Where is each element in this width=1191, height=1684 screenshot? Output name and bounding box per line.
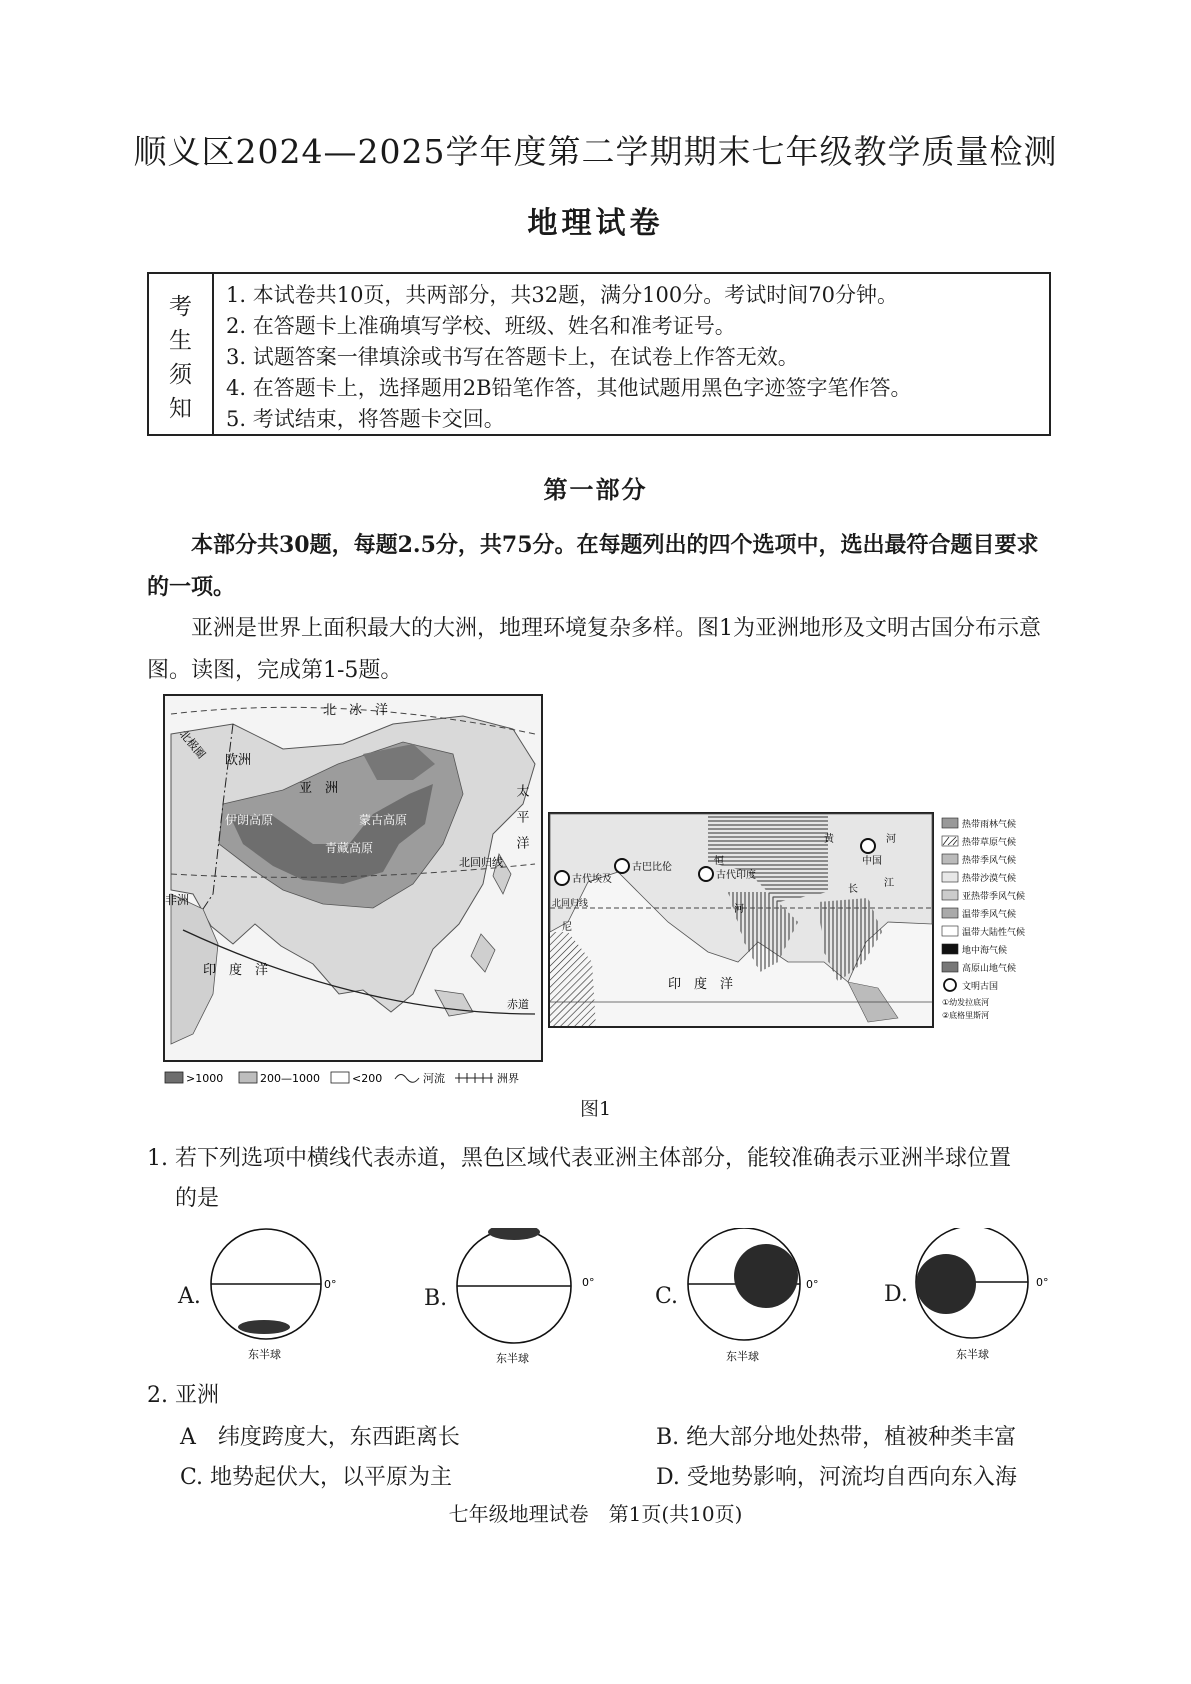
legend-label: 亚热带季风气候 [962, 892, 1026, 902]
zero-degree-label: 0° [806, 1278, 819, 1291]
legend-swatch-high [165, 1072, 183, 1083]
legend-label: 温带大陆性气候 [962, 928, 1026, 938]
q1-option-a-letter[interactable]: A. [178, 1284, 201, 1309]
notice-item: 5. 考试结束，将答题卡交回。 [226, 407, 505, 431]
label-africa: 非洲 [165, 893, 190, 907]
river-icon [395, 1075, 419, 1083]
figure-caption: 图1 [579, 1098, 612, 1120]
legend-label: 热带沙漠气候 [962, 874, 1017, 884]
civilization-marker [861, 839, 875, 853]
q1-option-b-globe[interactable] [452, 1228, 602, 1368]
hemisphere-label: 东半球 [248, 1348, 281, 1361]
legend-label: ②底格里斯河 [942, 1011, 990, 1020]
legend-label: 文明古国 [962, 982, 999, 992]
label-pacific: 太 平 洋 [513, 784, 529, 849]
label-river: 恒 [714, 856, 724, 867]
q2-option-a[interactable]: A 纬度跨度大，东西距离长 [180, 1425, 460, 1450]
legend-swatch [942, 908, 958, 918]
label-river: 尼 [562, 922, 572, 933]
legend-label: >1000 [186, 1072, 224, 1085]
label-egypt: 古代埃及 [572, 874, 612, 885]
civilization-marker-icon [944, 979, 956, 991]
boundary-icon [455, 1073, 493, 1083]
label-arctic-ocean: 北 冰 洋 [323, 703, 389, 718]
q1-option-c-letter[interactable]: C. [655, 1284, 679, 1309]
legend-label: 洲界 [497, 1072, 519, 1085]
label-europe: 欧洲 [225, 753, 252, 768]
question-intro: 亚洲是世界上面积最大的大洲，地理环境复杂多样。图1为亚洲地形及文明古国分布示意图。读图，完成第1-5题。 [147, 616, 1041, 683]
question-1 [147, 1139, 1052, 1219]
asia-region [734, 1244, 798, 1308]
legend-label: <200 [352, 1072, 383, 1085]
label-ancient-india: 古代印度 [716, 870, 756, 881]
legend-swatch [942, 926, 958, 936]
part-instruction: 本部分共30题，每题2.5分，共75分。在每题列出的四个选项中，选出最符合题目要求的一项。 [147, 532, 1039, 600]
legend-label: 200—1000 [260, 1072, 320, 1085]
legend-label: 热带季风气候 [962, 856, 1017, 866]
q1-option-d-globe[interactable] [914, 1228, 1064, 1368]
q2-option-d[interactable]: D. 受地势影响，河流均自西向东入海 [656, 1465, 1017, 1490]
label-arctic-circle: 北极圈 [176, 727, 208, 762]
zero-degree-label: 0° [1036, 1276, 1049, 1289]
legend-label: 热带草原气候 [962, 838, 1017, 848]
question-1-stem-cont: 的是 [175, 1186, 220, 1211]
question-2-stem: 2. 亚洲 [147, 1383, 219, 1408]
q1-option-b-letter[interactable]: B. [424, 1286, 448, 1311]
hemisphere-label: 东半球 [726, 1350, 759, 1363]
q1-option-c-globe[interactable] [684, 1228, 834, 1368]
notice-label-char: 考 [169, 294, 192, 320]
subject-title: 地理试卷 [527, 206, 664, 241]
hemisphere-label: 东半球 [956, 1348, 989, 1361]
label-river: 河 [734, 904, 744, 915]
notice-item: 4. 在答题卡上，选择题用2B铅笔作答，其他试题用黑色字迹签字笔作答。 [226, 376, 912, 400]
part-title: 第一部分 [543, 475, 648, 504]
label-tropic: 北回归线 [552, 899, 589, 909]
zero-degree-label: 0° [324, 1278, 337, 1291]
question-2 [147, 1376, 1052, 1416]
notice-item: 1. 本试卷共10页，共两部分，共32题，满分100分。考试时间70分钟。 [226, 283, 898, 307]
notice-label-char: 知 [169, 396, 192, 422]
climate-legend [940, 816, 1060, 1026]
exam-title: 顺义区2024—2025学年度第二学期期末七年级教学质量检测 [133, 132, 1058, 171]
terrain-legend [165, 1071, 519, 1085]
label-iran-plateau: 伊朗高原 [225, 813, 274, 827]
legend-swatch [942, 962, 958, 972]
legend-swatch-low [331, 1072, 349, 1083]
civilization-marker [615, 859, 629, 873]
hemisphere-label: 东半球 [496, 1352, 529, 1365]
legend-label: 温带季风气候 [962, 910, 1017, 920]
zero-degree-label: 0° [582, 1276, 595, 1289]
label-river: 河 [886, 834, 896, 845]
label-tibet-plateau: 青藏高原 [325, 841, 374, 855]
legend-label: 地中海气候 [962, 946, 1008, 956]
civilization-climate-map [548, 812, 934, 1028]
q2-option-b[interactable]: B. 绝大部分地处热带，植被种类丰富 [656, 1425, 1017, 1450]
civilization-marker [699, 867, 713, 881]
label-tropic: 北回归线 [459, 856, 503, 869]
notice-item: 3. 试题答案一律填涂或书写在答题卡上，在试卷上作答无效。 [226, 345, 799, 369]
label-indian-ocean: 印 度 洋 [668, 977, 734, 992]
page-footer: 七年级地理试卷 第1页(共10页) [448, 1502, 743, 1526]
notice-label [149, 274, 214, 434]
notice-label-char: 生 [169, 328, 192, 354]
asia-terrain-map [163, 694, 543, 1090]
label-babylon: 古巴比伦 [632, 862, 672, 873]
question-1-stem: 1. 若下列选项中横线代表赤道，黑色区域代表亚洲主体部分，能较准确表示亚洲半球位置 [147, 1146, 1011, 1171]
q1-option-a-globe[interactable] [206, 1228, 356, 1368]
label-indian-ocean: 印 度 洋 [203, 963, 269, 978]
legend-label: ①幼发拉底河 [942, 998, 990, 1007]
legend-swatch [942, 872, 958, 882]
q1-option-d-letter[interactable]: D. [884, 1282, 908, 1307]
label-river: 江 [884, 878, 894, 889]
q2-option-c[interactable]: C. 地势起伏大，以平原为主 [180, 1465, 453, 1490]
notice-item: 2. 在答题卡上准确填写学校、班级、姓名和准考证号。 [226, 314, 736, 338]
label-mongolia-plateau: 蒙古高原 [359, 813, 408, 827]
label-river: 长 [848, 884, 858, 895]
asia-region [238, 1320, 290, 1334]
legend-swatch [942, 818, 958, 828]
civilization-marker [555, 871, 569, 885]
candidate-notice-box [147, 272, 1051, 436]
label-china: 中国 [862, 856, 882, 867]
legend-swatch-mid [239, 1072, 257, 1083]
label-equator: 赤道 [507, 998, 529, 1011]
notice-list [226, 280, 912, 435]
legend-label: 河流 [423, 1072, 445, 1085]
label-asia: 亚 洲 [299, 781, 339, 796]
legend-label: 热带雨林气候 [962, 820, 1017, 830]
legend-swatch [942, 890, 958, 900]
label-river: 黄 [824, 834, 834, 845]
asia-region [916, 1254, 976, 1314]
legend-swatch [942, 854, 958, 864]
legend-swatch [942, 944, 958, 954]
legend-label: 高原山地气候 [962, 964, 1017, 974]
notice-label-char: 须 [169, 362, 192, 388]
